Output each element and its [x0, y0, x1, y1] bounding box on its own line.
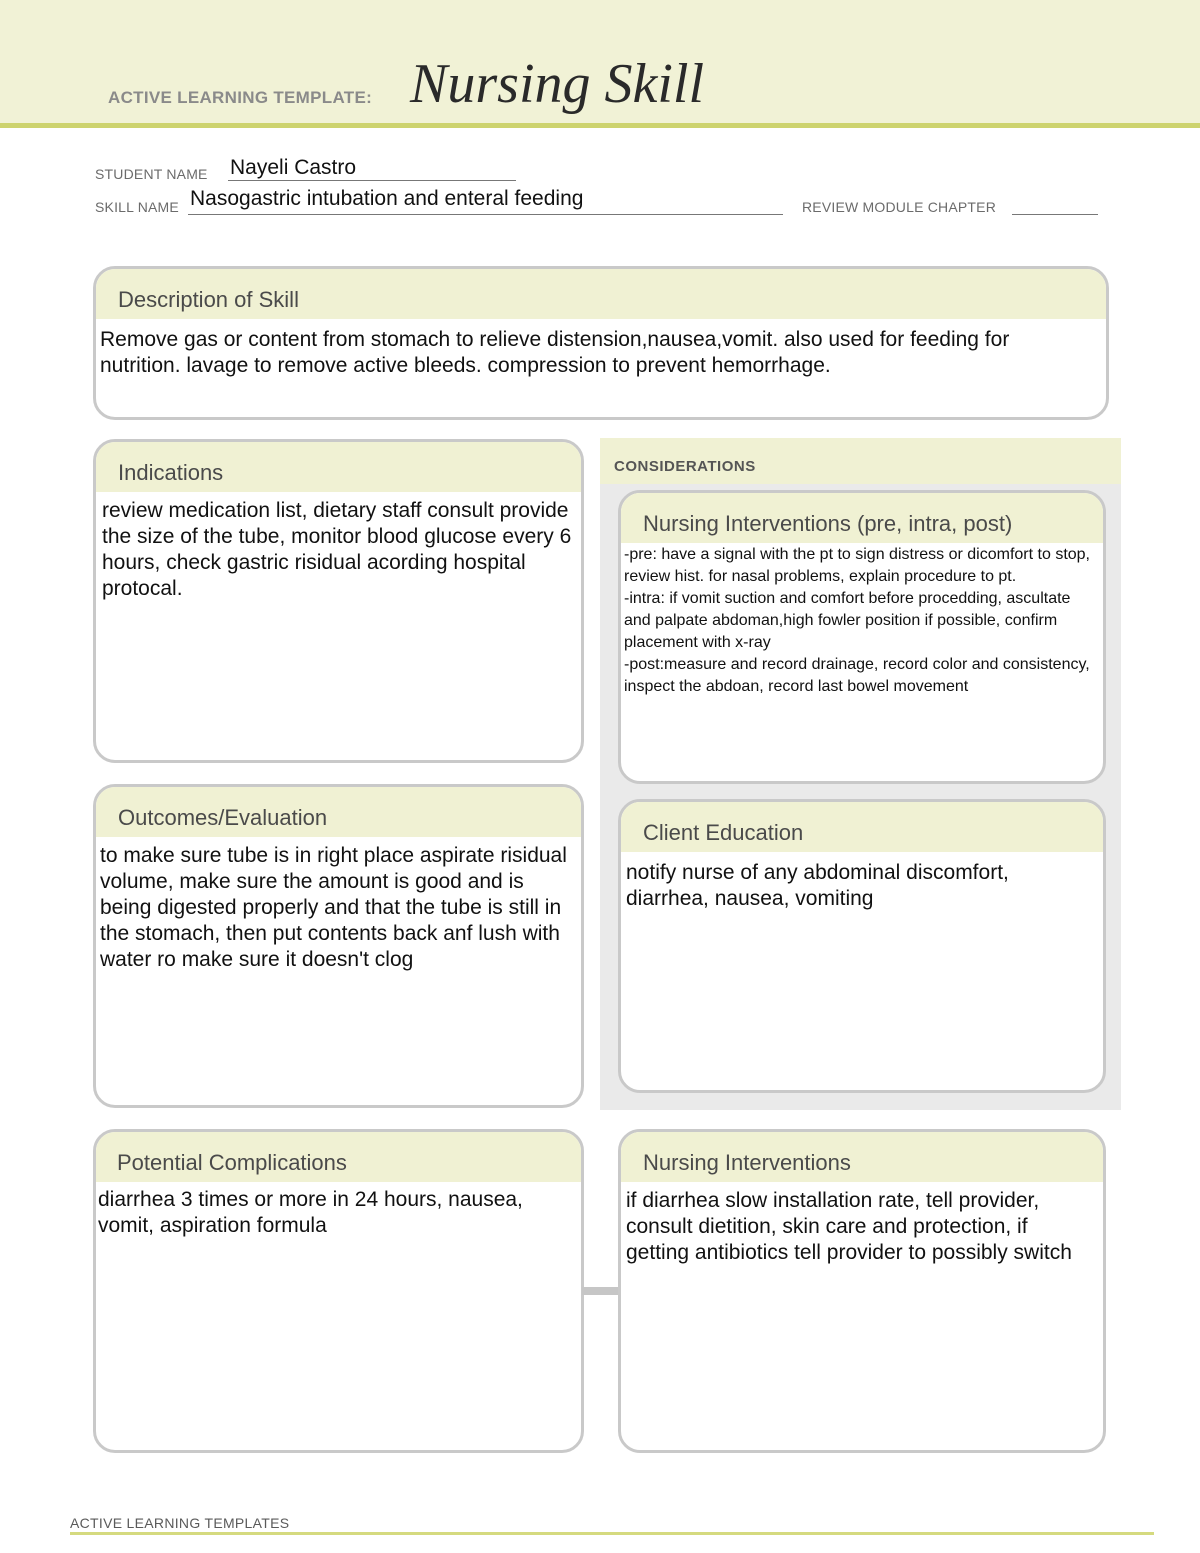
indications-title: Indications — [118, 460, 224, 485]
potential-complications-title: Potential Complications — [117, 1150, 347, 1175]
indications-text[interactable]: review medication list, dietary staff consult provide the size of the tube, monitor blood glucose every 6 hours, check gastric risidual acording hospital protocal. — [102, 499, 572, 600]
review-module-chapter-field[interactable] — [1012, 214, 1098, 215]
template-label: ACTIVE LEARNING TEMPLATE: — [108, 88, 373, 107]
skill-name-underline — [188, 214, 783, 215]
client-education-title: Client Education — [643, 820, 804, 845]
potential-complications-box — [93, 1129, 584, 1453]
review-module-chapter-label: REVIEW MODULE CHAPTER — [802, 199, 996, 215]
intervention-intra-text: -intra: if vomit suction and comfort before procedding, ascultate and palpate abdoman,high fowler position if possible, confirm placement with x-ray — [624, 590, 1071, 651]
nursing-interventions-phases-title: Nursing Interventions (pre, intra, post) — [643, 511, 1013, 536]
connector-bar — [582, 1287, 622, 1295]
potential-complications-text[interactable]: diarrhea 3 times or more in 24 hours, nausea, vomit, aspiration formula — [98, 1188, 523, 1237]
intervention-pre-text: -pre: have a signal with the pt to sign distress or dicomfort to stop, review hist. for nasal problems, explain procedure to pt. — [624, 546, 1090, 585]
skill-name-label: SKILL NAME — [95, 199, 179, 215]
student-name-field[interactable]: Nayeli Castro — [230, 156, 357, 179]
considerations-title: CONSIDERATIONS — [614, 458, 756, 475]
outcomes-text[interactable]: to make sure tube is in right place aspirate risidual volume, make sure the amount is good and is being digested properly and that the tube is still in the stomach, then put contents back anf lush with water ro make sure it doesn't clog — [100, 844, 567, 971]
footer-label: ACTIVE LEARNING TEMPLATES — [70, 1515, 290, 1531]
client-education-text[interactable]: notify nurse of any abdominal discomfort, diarrhea, nausea, vomiting — [626, 861, 1009, 910]
outcomes-title: Outcomes/Evaluation — [118, 805, 328, 830]
nursing-interventions-text[interactable]: if diarrhea slow installation rate, tell provider, consult dietition, skin care and protection, if getting antibiotics tell provider to possibly switch — [626, 1189, 1072, 1264]
description-title: Description of Skill — [118, 287, 299, 312]
nursing-interventions-title: Nursing Interventions — [643, 1150, 851, 1175]
nursing-interventions-phases-text[interactable] — [624, 544, 1094, 698]
page-title: Nursing Skill — [410, 53, 705, 115]
student-name-underline — [228, 180, 516, 181]
skill-name-field[interactable]: Nasogastric intubation and enteral feeding — [190, 187, 584, 210]
intervention-post-text: -post:measure and record drainage, record color and consistency, inspect the abdoan, record last bowel movement — [624, 656, 1090, 695]
description-text[interactable]: Remove gas or content from stomach to relieve distension,nausea,vomit. also used for feeding for nutrition. lavage to remove active bleeds. compression to prevent hemorrhage. — [100, 328, 1010, 377]
nursing-interventions-box — [618, 1129, 1106, 1453]
footer-rule — [70, 1532, 1154, 1535]
header-rule — [0, 123, 1200, 128]
student-name-label: STUDENT NAME — [95, 166, 208, 182]
